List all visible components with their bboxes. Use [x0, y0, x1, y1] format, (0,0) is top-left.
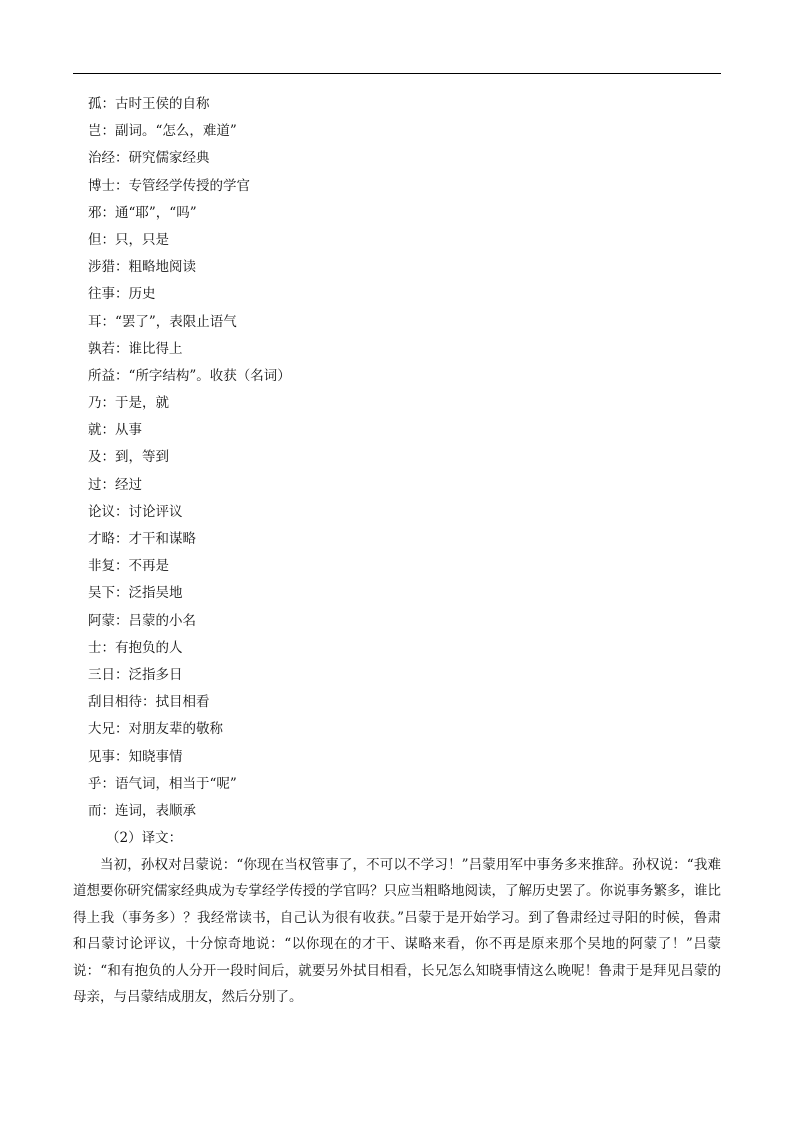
glossary-definition: 讨论评议	[128, 503, 183, 520]
glossary-separator: ：	[101, 775, 115, 792]
glossary-term: 所益	[88, 367, 115, 384]
glossary-item	[73, 336, 721, 363]
glossary-item	[73, 771, 721, 798]
glossary-item	[73, 553, 721, 580]
glossary-item	[73, 444, 721, 471]
glossary-separator: ：	[115, 150, 129, 167]
glossary-definition: 古时王侯的自称	[115, 96, 210, 112]
glossary-definition: 谁比得上	[128, 340, 183, 357]
glossary-item	[73, 635, 721, 662]
glossary-separator: ：	[115, 666, 129, 683]
glossary-definition: “罢了”，表限止语气	[115, 313, 237, 330]
glossary-separator: ：	[101, 313, 115, 330]
glossary-separator: ：	[115, 286, 129, 303]
glossary-definition: 语气词，相当于“呢”	[115, 775, 237, 792]
glossary-term: 邪	[88, 204, 102, 221]
glossary-item	[73, 472, 721, 499]
glossary-separator: ：	[115, 721, 129, 738]
glossary-separator: ：	[115, 259, 129, 276]
glossary-separator: ：	[101, 449, 115, 466]
glossary-term: 吴下	[88, 585, 115, 602]
glossary-term: 治经	[88, 150, 115, 167]
glossary-definition: 知晓事情	[128, 748, 183, 765]
glossary-item	[73, 281, 721, 308]
glossary-separator: ：	[101, 639, 115, 656]
glossary-term: 阿蒙	[88, 612, 115, 629]
glossary-definition: 到，等到	[115, 449, 169, 466]
glossary-term: 非复	[88, 558, 115, 575]
glossary-definition: 有抱负的人	[115, 639, 183, 656]
page-content	[73, 91, 721, 1011]
glossary-term: 乃	[88, 395, 102, 412]
glossary-separator: ：	[142, 694, 156, 711]
glossary-definition: 从事	[115, 422, 142, 439]
glossary-definition: 研究儒家经典	[128, 150, 210, 167]
glossary-item	[73, 798, 721, 825]
glossary-separator: ：	[115, 503, 129, 520]
glossary-definition: 副词。“怎么，难道”	[115, 123, 237, 140]
glossary-definition: 不再是	[128, 558, 169, 575]
glossary-term: 但	[88, 231, 102, 248]
glossary-term: 涉猎	[88, 259, 115, 276]
glossary-list	[73, 91, 721, 825]
glossary-separator: ：	[101, 476, 115, 493]
glossary-term: 三日	[88, 666, 115, 683]
glossary-item	[73, 580, 721, 607]
glossary-separator: ：	[115, 748, 129, 765]
glossary-separator: ：	[101, 422, 115, 439]
glossary-term: 论议	[88, 503, 115, 520]
glossary-definition: 连词，表顺承	[115, 802, 196, 819]
glossary-item	[73, 744, 721, 771]
glossary-term: 耳	[88, 313, 102, 330]
glossary-item	[73, 309, 721, 336]
glossary-item	[73, 363, 721, 390]
glossary-separator: ：	[115, 177, 129, 194]
glossary-definition: 通“耶”，“吗”	[115, 204, 197, 221]
glossary-separator: ：	[115, 531, 129, 547]
glossary-definition: 对朋友辈的敬称	[128, 721, 223, 738]
glossary-separator: ：	[101, 395, 115, 412]
glossary-separator: ：	[115, 340, 129, 357]
glossary-item	[73, 91, 721, 118]
glossary-separator: ：	[115, 367, 129, 384]
glossary-separator: ：	[101, 96, 115, 112]
glossary-definition: 泛指多日	[128, 666, 183, 683]
glossary-definition: 只，只是	[115, 231, 169, 248]
glossary-item	[73, 145, 721, 172]
glossary-separator: ：	[101, 231, 115, 248]
glossary-term: 孤	[88, 96, 102, 112]
glossary-separator: ：	[115, 612, 129, 629]
glossary-definition: 粗略地阅读	[128, 259, 196, 276]
glossary-definition: 泛指吴地	[128, 585, 183, 602]
glossary-definition: 历史	[128, 286, 156, 303]
glossary-item	[73, 499, 721, 526]
glossary-definition: 于是，就	[115, 395, 169, 412]
glossary-term: 过	[88, 476, 102, 493]
glossary-item	[73, 689, 721, 716]
glossary-definition: 才干和谋略	[128, 531, 196, 547]
glossary-item	[73, 390, 721, 417]
glossary-separator: ：	[101, 204, 115, 221]
glossary-term: 而	[88, 802, 102, 819]
glossary-definition: 经过	[115, 476, 142, 493]
glossary-definition: 拭目相看	[155, 694, 210, 711]
glossary-item	[73, 227, 721, 254]
glossary-separator: ：	[115, 558, 129, 575]
glossary-definition: 专管经学传授的学官	[128, 177, 250, 194]
glossary-term: 才略	[88, 531, 115, 547]
glossary-item	[73, 716, 721, 743]
glossary-item	[73, 526, 721, 553]
glossary-item	[73, 118, 721, 145]
glossary-term: 士	[88, 639, 102, 656]
glossary-term: 孰若	[88, 340, 115, 357]
translation-heading: （2）译文：	[106, 830, 183, 847]
glossary-term: 博士	[88, 177, 115, 194]
glossary-term: 往事	[88, 286, 115, 303]
glossary-separator: ：	[115, 585, 129, 602]
glossary-item	[73, 173, 721, 200]
glossary-term: 见事	[88, 748, 115, 765]
glossary-item	[73, 254, 721, 281]
glossary-separator: ：	[101, 123, 115, 140]
glossary-item	[73, 200, 721, 227]
glossary-term: 及	[88, 449, 102, 466]
glossary-item	[73, 662, 721, 689]
glossary-term: 乎	[88, 775, 102, 792]
translation-paragraph: 当初，孙权对吕蒙说：“你现在当权管事了，不可以不学习！”吕蒙用军中事务多来推辞。孙权说：“我难道想要你研究儒家经典成为专掌经学传授的学官吗？只应当粗略地阅读，了解历史罢了。你说事务繁多，谁比得上我（事务多）？我经常读书，自己认为很有收获。”吕蒙于是开始学习。到了鲁肃经过寻阳的时候，鲁肃和吕蒙讨论评议，十分惊奇地说：“以你现在的才干、谋略来看，你不再是原来那个吴地的阿蒙了！”吕蒙说：“和有抱负的人分开一段时间后，就要另外拭目相看，长兄怎么知晓事情这么晚呢！鲁肃于是拜见吕蒙的母亲，与吕蒙结成朋友，然后分别了。	[73, 857, 721, 1006]
glossary-term: 就	[88, 422, 102, 439]
glossary-item	[73, 417, 721, 444]
glossary-term: 岂	[88, 123, 102, 140]
glossary-definition: 吕蒙的小名	[128, 612, 196, 629]
header-rule	[73, 73, 721, 74]
glossary-definition: “所字结构”。收获（名词）	[128, 367, 291, 384]
glossary-separator: ：	[101, 802, 115, 819]
glossary-term: 刮目相待	[88, 694, 142, 711]
glossary-term: 大兄	[88, 721, 115, 738]
glossary-item	[73, 608, 721, 635]
